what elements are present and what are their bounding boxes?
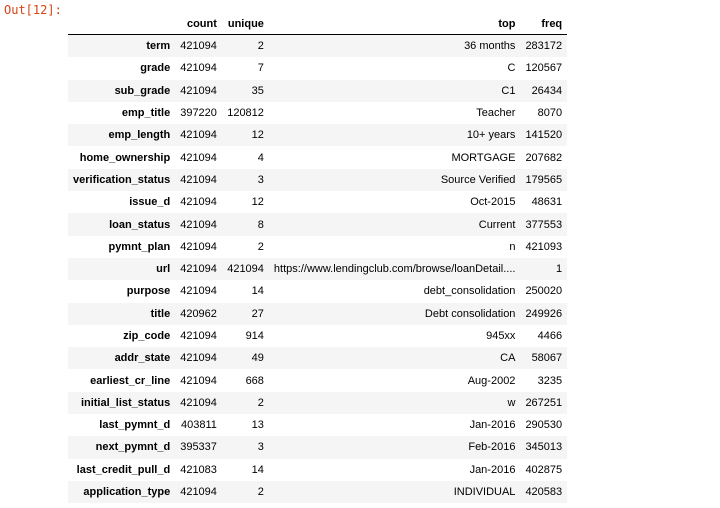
cell-freq: 290530 bbox=[525, 419, 563, 432]
table-row bbox=[68, 347, 567, 369]
cell-unique: 13 bbox=[251, 419, 264, 432]
cell-freq: 283172 bbox=[525, 40, 563, 53]
cell-unique: 7 bbox=[257, 62, 264, 75]
table-row bbox=[68, 280, 567, 302]
table-row bbox=[68, 102, 567, 124]
cell-unique: 914 bbox=[245, 330, 264, 342]
cell-unique: 2 bbox=[257, 396, 264, 409]
row-index-label: verification_status bbox=[73, 173, 171, 186]
cell-freq: 377553 bbox=[525, 218, 563, 231]
cell-count: 421094 bbox=[180, 285, 217, 298]
cell-count: 421094 bbox=[180, 62, 217, 75]
table-row bbox=[68, 258, 567, 280]
cell-count: 421094 bbox=[180, 218, 217, 231]
row-index-label: application_type bbox=[83, 486, 171, 499]
cell-count: 421094 bbox=[180, 151, 217, 164]
cell-freq: 141520 bbox=[525, 129, 563, 142]
table-row bbox=[68, 213, 567, 235]
cell-count: 421094 bbox=[180, 240, 217, 253]
cell-freq: 3235 bbox=[537, 374, 563, 387]
table-row bbox=[68, 325, 567, 347]
table-row bbox=[68, 146, 567, 168]
cell-unique: 35 bbox=[251, 84, 264, 97]
cell-top: MORTGAGE bbox=[451, 151, 516, 164]
row-index-label: grade bbox=[140, 62, 171, 75]
cell-top: Feb-2016 bbox=[468, 441, 516, 454]
cell-unique: 49 bbox=[251, 352, 264, 365]
cell-freq: 26434 bbox=[531, 84, 563, 97]
row-index-label: pymnt_plan bbox=[108, 240, 171, 253]
cell-top: n bbox=[509, 240, 516, 253]
describe-table bbox=[68, 14, 567, 503]
cell-top: 10+ years bbox=[466, 129, 516, 142]
cell-count: 421094 bbox=[180, 330, 217, 342]
cell-count: 397220 bbox=[180, 107, 217, 120]
cell-freq: 4466 bbox=[537, 330, 563, 342]
table-row bbox=[68, 57, 567, 79]
column-header-count: count bbox=[175, 14, 222, 35]
row-index-label: home_ownership bbox=[79, 151, 171, 164]
cell-unique: 2 bbox=[257, 40, 264, 53]
table-body bbox=[68, 35, 567, 504]
row-index-label: title bbox=[150, 307, 171, 320]
cell-unique: 8 bbox=[257, 218, 264, 231]
cell-freq: 120567 bbox=[525, 62, 563, 75]
column-header-freq: freq bbox=[520, 14, 567, 35]
cell-top: Debt consolidation bbox=[424, 307, 516, 320]
cell-count: 421094 bbox=[180, 129, 217, 142]
cell-top: debt_consolidation bbox=[423, 285, 516, 298]
cell-count: 421094 bbox=[180, 263, 217, 276]
cell-unique: 2 bbox=[257, 240, 264, 253]
cell-count: 421083 bbox=[180, 463, 217, 476]
cell-unique: 4 bbox=[257, 151, 264, 164]
cell-unique: 12 bbox=[251, 196, 264, 209]
row-index-label: zip_code bbox=[123, 330, 171, 342]
cell-freq: 267251 bbox=[525, 396, 563, 409]
table-row bbox=[68, 459, 567, 481]
row-index-label: last_credit_pull_d bbox=[76, 463, 171, 476]
cell-top: Source Verified bbox=[440, 173, 516, 186]
cell-top: Current bbox=[478, 218, 516, 231]
cell-top: Teacher bbox=[476, 107, 516, 120]
row-index-label: emp_title bbox=[121, 107, 171, 120]
row-index-label: next_pymnt_d bbox=[95, 441, 171, 454]
output-prompt: Out[12]: bbox=[4, 3, 62, 17]
cell-unique: 3 bbox=[257, 441, 264, 454]
cell-count: 421094 bbox=[180, 374, 217, 387]
table-row bbox=[68, 414, 567, 436]
cell-top: C bbox=[507, 62, 516, 75]
cell-unique: 14 bbox=[251, 285, 264, 298]
cell-count: 420962 bbox=[180, 307, 217, 320]
cell-top: Jan-2016 bbox=[469, 419, 516, 432]
cell-top: C1 bbox=[501, 84, 516, 97]
cell-unique: 2 bbox=[257, 486, 264, 499]
table-row bbox=[68, 392, 567, 414]
cell-top: Oct-2015 bbox=[470, 196, 516, 209]
row-index-label: last_pymnt_d bbox=[99, 419, 171, 432]
table-row bbox=[68, 303, 567, 325]
cell-unique: 27 bbox=[251, 307, 264, 320]
cell-unique: 120812 bbox=[227, 107, 264, 120]
row-index-label: emp_length bbox=[108, 129, 171, 142]
cell-freq: 420583 bbox=[525, 486, 563, 499]
cell-count: 421094 bbox=[180, 40, 217, 53]
cell-freq: 1 bbox=[556, 263, 563, 276]
cell-top: CA bbox=[500, 352, 516, 365]
row-index-label: loan_status bbox=[109, 218, 171, 231]
row-index-label: url bbox=[156, 263, 171, 276]
row-index-label: addr_state bbox=[114, 352, 171, 365]
cell-output bbox=[68, 14, 567, 503]
cell-freq: 8070 bbox=[537, 107, 563, 120]
cell-unique: 421094 bbox=[227, 263, 264, 276]
table-row bbox=[68, 169, 567, 191]
row-index-label: purpose bbox=[126, 285, 171, 298]
cell-top: Aug-2002 bbox=[467, 374, 516, 387]
cell-top: 36 months bbox=[464, 40, 516, 53]
cell-freq: 207682 bbox=[525, 151, 563, 164]
cell-top: INDIVIDUAL bbox=[453, 486, 516, 499]
row-index-label: initial_list_status bbox=[80, 396, 171, 409]
column-header-index bbox=[68, 14, 175, 35]
table-row bbox=[68, 481, 567, 503]
cell-unique: 3 bbox=[257, 173, 264, 186]
column-header-unique: unique bbox=[222, 14, 269, 35]
cell-count: 403811 bbox=[181, 419, 217, 432]
row-index-label: earliest_cr_line bbox=[90, 374, 171, 387]
row-index-label: issue_d bbox=[129, 196, 171, 209]
cell-count: 421094 bbox=[180, 352, 217, 365]
cell-top: 945xx bbox=[486, 330, 516, 342]
row-index-label: term bbox=[146, 40, 171, 53]
table-row bbox=[68, 191, 567, 213]
table-row bbox=[68, 436, 567, 458]
table-row bbox=[68, 236, 567, 258]
table-header-row bbox=[68, 14, 567, 35]
cell-count: 421094 bbox=[180, 396, 217, 409]
cell-freq: 250020 bbox=[525, 285, 563, 298]
cell-top: Jan-2016 bbox=[469, 463, 516, 476]
cell-freq: 345013 bbox=[525, 441, 563, 454]
cell-count: 421094 bbox=[180, 196, 217, 209]
cell-count: 395337 bbox=[180, 441, 217, 454]
table-row bbox=[68, 35, 567, 58]
cell-unique: 14 bbox=[251, 463, 264, 476]
cell-count: 421094 bbox=[180, 84, 217, 97]
cell-count: 421094 bbox=[180, 173, 217, 186]
cell-freq: 249926 bbox=[525, 307, 563, 320]
cell-freq: 179565 bbox=[525, 173, 563, 186]
column-header-top: top bbox=[269, 14, 521, 35]
cell-freq: 421093 bbox=[525, 240, 563, 253]
cell-unique: 12 bbox=[251, 129, 264, 142]
cell-freq: 48631 bbox=[531, 196, 563, 209]
table-row bbox=[68, 369, 567, 391]
cell-freq: 58067 bbox=[531, 352, 563, 365]
cell-count: 421094 bbox=[180, 486, 217, 499]
cell-unique: 668 bbox=[245, 374, 264, 387]
table-row bbox=[68, 124, 567, 146]
table-row bbox=[68, 80, 567, 102]
cell-top: w bbox=[507, 396, 516, 409]
cell-top: https://www.lendingclub.com/browse/loanDetail.... bbox=[273, 263, 516, 276]
cell-freq: 402875 bbox=[525, 463, 563, 476]
row-index-label: sub_grade bbox=[114, 84, 171, 97]
